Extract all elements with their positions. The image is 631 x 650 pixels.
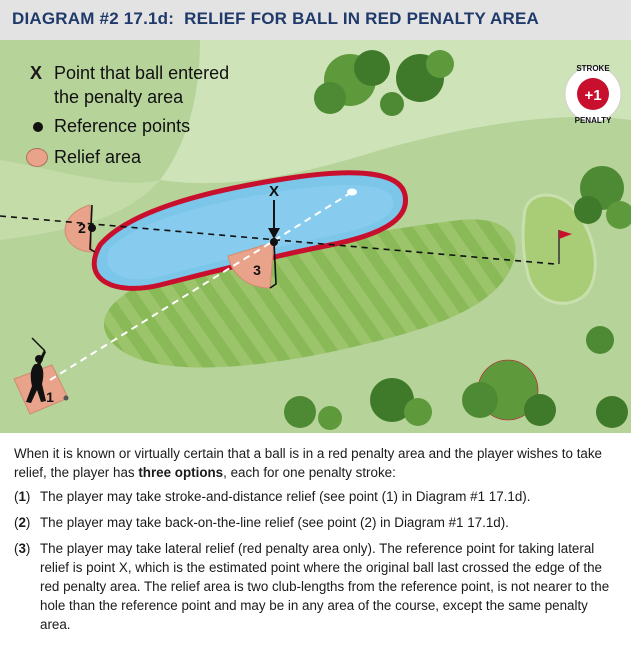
diagram-number: DIAGRAM #2 17.1d:: [12, 9, 175, 28]
ball: [347, 189, 357, 196]
intro-text-end: , each for one penalty stroke:: [223, 465, 396, 480]
badge-top-text: STROKE: [576, 64, 610, 73]
badge-bottom-text: PENALTY: [574, 116, 612, 125]
description: [14, 444, 620, 641]
legend-reference-label: Reference points: [54, 116, 191, 136]
option-1-number: (1): [14, 489, 31, 504]
intro-paragraph: [14, 444, 620, 482]
option-1: [14, 487, 620, 506]
badge-value: +1: [584, 87, 602, 104]
page-title: [12, 9, 539, 29]
title-bar: [0, 0, 631, 40]
option-1-text: The player may take stroke-and-distance relief (see point (1) in Diagram #1 17.1d).: [40, 489, 531, 504]
label-1: 1: [46, 389, 54, 405]
intro-text: When it is known or virtually certain that a ball is in a red penalty area and the player wishes to take relief, the player has: [14, 446, 603, 480]
reference-point-x: [270, 238, 278, 246]
label-3: 3: [253, 262, 261, 278]
option-2-text: The player may take back-on-the-line relief (see point (2) in Diagram #1 17.1d).: [40, 515, 509, 530]
reference-point-1: [64, 396, 69, 401]
legend-relief-swatch: [26, 148, 48, 167]
legend-x-label-line1: Point that ball entered: [54, 63, 230, 83]
label-x: X: [268, 183, 280, 200]
diagram-title: RELIEF FOR BALL IN RED PENALTY AREA: [184, 9, 539, 28]
option-3: [14, 539, 620, 634]
legend-reference-dot: [33, 122, 43, 132]
option-3-text: The player may take lateral relief (red penalty area only). The reference point for taking lateral relief is point X, which is the estimated point where the original ball last crossed the edge of the red penalty area. The relief area is two club-lengths from the reference point, is not nearer to the hole than the reference point and may be in any area of the course, except the same penalty area.: [40, 541, 610, 632]
legend-x-symbol: X: [30, 63, 43, 83]
option-2: [14, 513, 620, 532]
option-2-number: (2): [14, 515, 31, 530]
legend-x-label-line2: the penalty area: [54, 87, 184, 107]
option-3-number: (3): [14, 541, 31, 556]
reference-point-2: [88, 224, 96, 232]
intro-emphasis: three options: [138, 465, 224, 480]
legend-relief-label: Relief area: [54, 147, 142, 167]
label-2: 2: [78, 220, 86, 236]
